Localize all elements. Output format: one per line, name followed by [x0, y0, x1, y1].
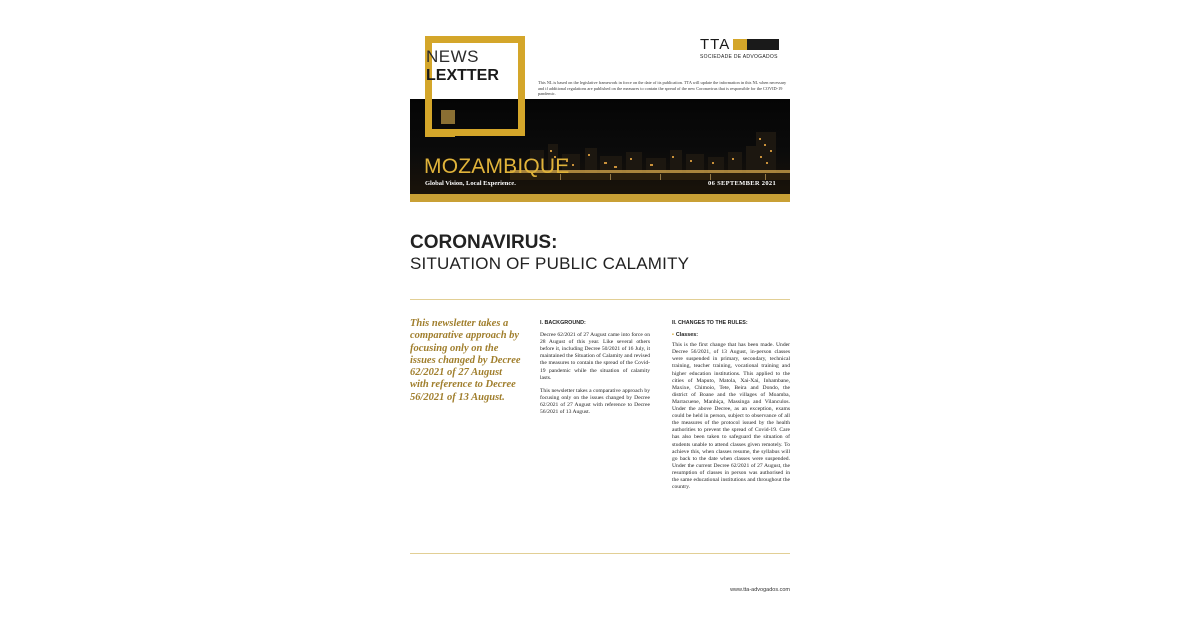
- bullet-icon: •: [672, 332, 674, 339]
- classes-subheading-label: Classes:: [675, 332, 699, 339]
- classes-subheading: [672, 332, 790, 339]
- background-paragraph-2: This newsletter takes a comparative approach by focusing only on the issues changed by Decree 62/2021 of 27 August with reference to Decree 56/2021 of 13 August.: [540, 387, 650, 416]
- background-heading: I. BACKGROUND:: [540, 320, 586, 326]
- brand-bar: [733, 39, 779, 50]
- tta-brand: [700, 35, 790, 60]
- logo-news-text: NEWS: [426, 47, 479, 66]
- publication-date: 06 SEPTEMBER 2021: [708, 180, 776, 187]
- logo-lextter-text: LEXTTER: [426, 67, 499, 84]
- divider-bottom: [410, 553, 790, 554]
- classes-paragraph: This is the first change that has been made. Under Decree 56/2021, of 13 August, in-person classes were suspended in primary, secondary, technical training, teacher training, vocational training and higher education institutions. This applied to the cities of Maputo, Matola, Xai-Xai, Inhambane, Maxixe, Chimoio, Tete, Beira and Dondo, the district of Boane and the villages of Moamba, Marracuene, Manhiça, Massinga and Vilanculos. Under the above Decree, as an exception, exams could be held in person, subject to observance of all the measures of the protocol issued by the health authorities to prevent the spread of Covid-19. Care has also been taken to safeguard the situation of students unable to attend classes given remotely. To achieve this, when classes resume, the syllabus will go back to the date when classes were suspended. Under the current Decree 62/2021 of 27 August, the resumption of classes in person was authorised in the same educational institutions and throughout the country.: [672, 342, 790, 491]
- background-column: [540, 320, 650, 422]
- article-title-line2: SITUATION OF PUBLIC CALAMITY: [410, 254, 690, 273]
- logo-square: [441, 110, 455, 124]
- lead-summary: This newsletter takes a comparative approach by focusing only on the issues changed by Decree 62/2021 of 27 August with reference to Decree 56/2021 of 13 August.: [410, 318, 521, 403]
- changes-column: [672, 320, 790, 497]
- brand-subtitle: SOCIEDADE DE ADVOGADOS: [700, 54, 778, 60]
- gold-band: [410, 194, 790, 202]
- brand-name: TTA: [700, 35, 731, 53]
- footer-website-link[interactable]: www.tta-advogados.com: [730, 587, 790, 593]
- disclaimer-text: This NL is based on the legislative framework in force on the date of its publication. TTA will update the information in this NL when necessary and if additional regulations are published on the measures to contain the spread of the new Coronavirus that is responsible for the COVID-19 pandemic.: [538, 80, 787, 96]
- background-paragraph-1: Decree 62/2021 of 27 August came into force on 28 August of this year. Like several others before it, including Decree 50/2021 of 16 July, it maintained the Situation of Calamity and revised the measures to contain the spread of the Covid-19 pandemic while the situation of calamity lasts.: [540, 332, 650, 381]
- hero-title: MOZAMBIQUE: [424, 155, 570, 178]
- hero-tagline: Global Vision, Local Experience.: [425, 180, 516, 187]
- article-title-line1: CORONAVIRUS:: [410, 232, 558, 253]
- newsletter-page: [410, 30, 790, 620]
- divider-top: [410, 299, 790, 300]
- changes-heading: II. CHANGES TO THE RULES:: [672, 320, 748, 326]
